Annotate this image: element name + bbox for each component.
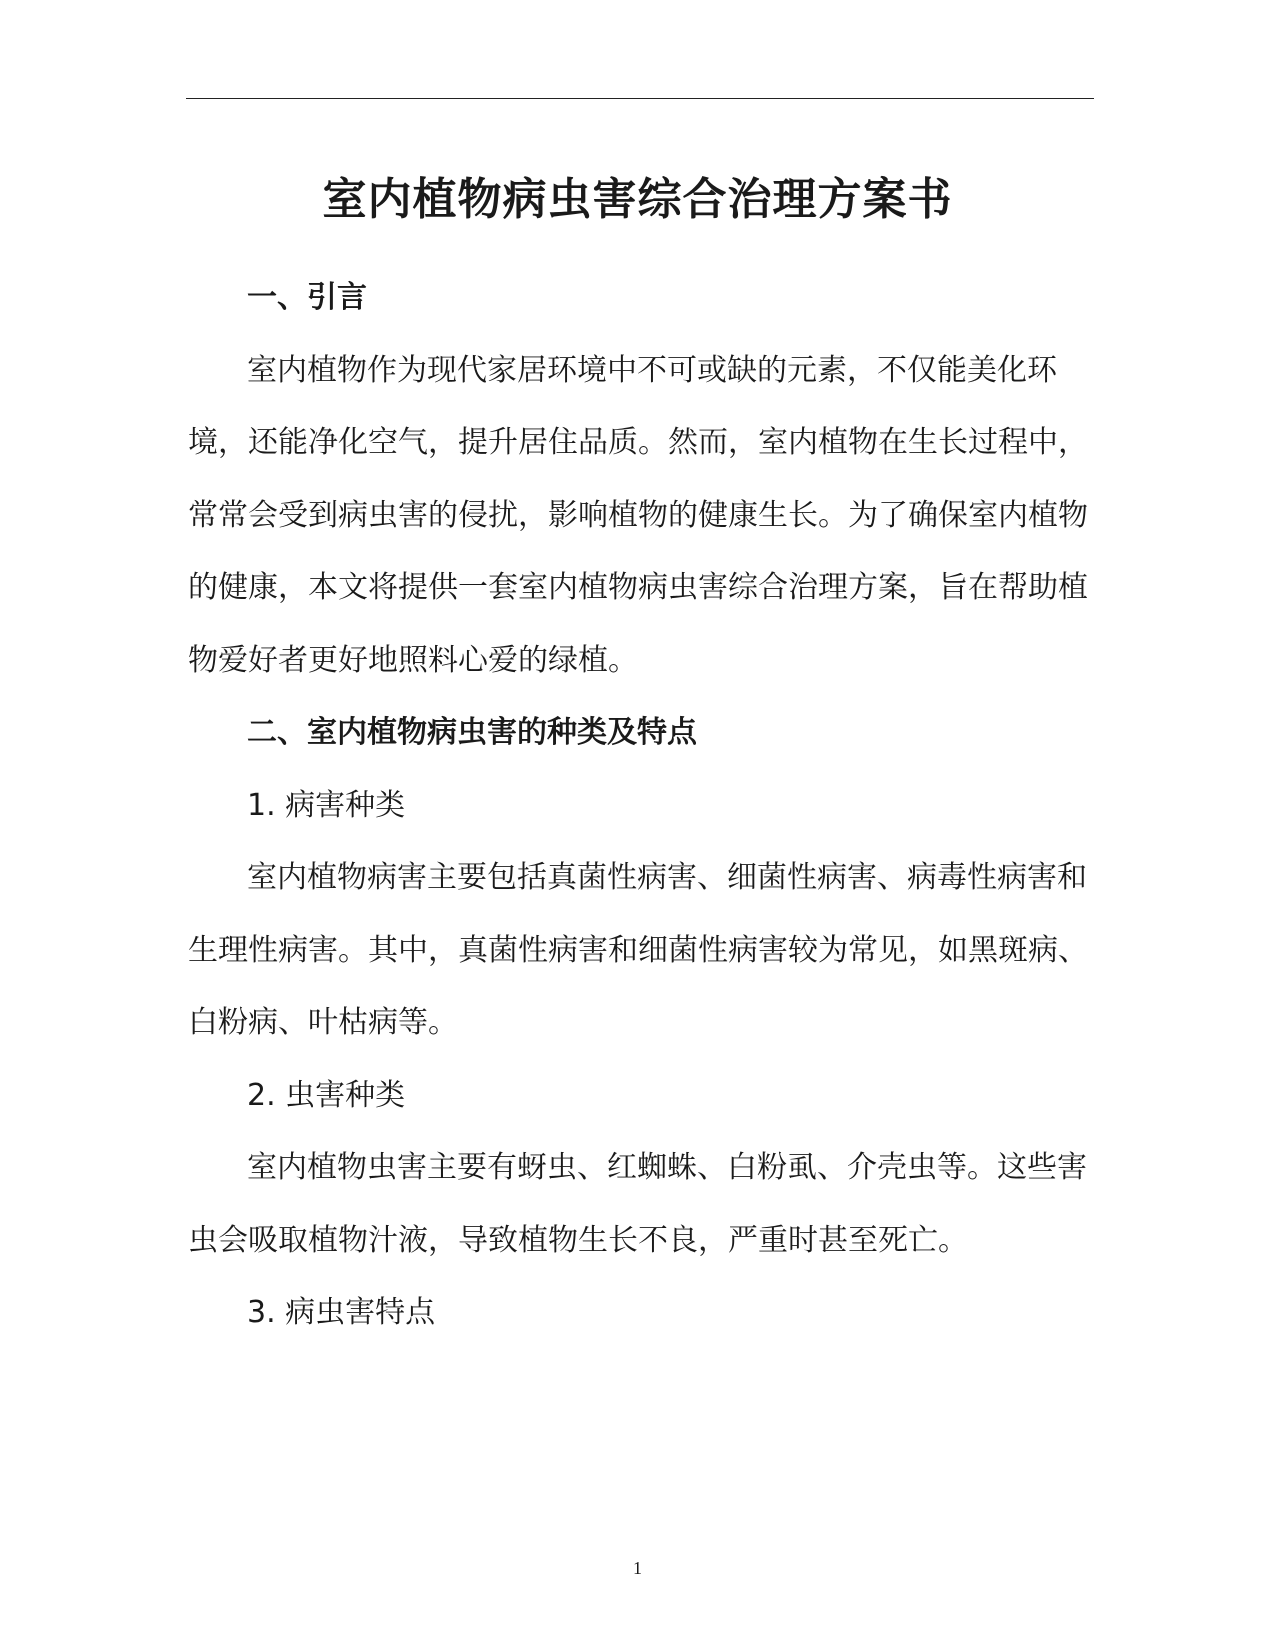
paragraph-line: 生理性病害。其中，真菌性病害和细菌性病害较为常见，如黑斑病、: [188, 933, 1088, 968]
section-1-heading: 一、引言: [247, 280, 367, 315]
paragraph-line: 白粉病、叶枯病等。: [188, 1005, 458, 1040]
paragraph-line: 室内植物病害主要包括真菌性病害、细菌性病害、病毒性病害和: [247, 860, 1087, 895]
document-title: 室内植物病虫害综合治理方案书: [322, 174, 953, 225]
subsection-1-heading: 1. 病害种类: [247, 788, 406, 823]
subsection-2-heading: 2. 虫害种类: [247, 1078, 406, 1113]
paragraph-line: 室内植物虫害主要有蚜虫、红蜘蛛、白粉虱、介壳虫等。这些害: [247, 1150, 1087, 1185]
section-2-heading: 二、室内植物病虫害的种类及特点: [247, 715, 697, 750]
header-rule: [186, 98, 1094, 99]
paragraph-line: 室内植物作为现代家居环境中不可或缺的元素，不仅能美化环: [247, 353, 1057, 388]
paragraph-line: 物爱好者更好地照料心爱的绿植。: [188, 643, 638, 678]
paragraph-line: 境，还能净化空气，提升居住品质。然而，室内植物在生长过程中，: [188, 425, 1088, 460]
paragraph-line: 的健康，本文将提供一套室内植物病虫害综合治理方案，旨在帮助植: [188, 570, 1088, 605]
paragraph-line: 常常会受到病虫害的侵扰，影响植物的健康生长。为了确保室内植物: [188, 498, 1088, 533]
paragraph-line: 虫会吸取植物汁液，导致植物生长不良，严重时甚至死亡。: [188, 1223, 968, 1258]
page-number: 1: [633, 1558, 642, 1578]
subsection-3-heading: 3. 病虫害特点: [247, 1295, 436, 1330]
